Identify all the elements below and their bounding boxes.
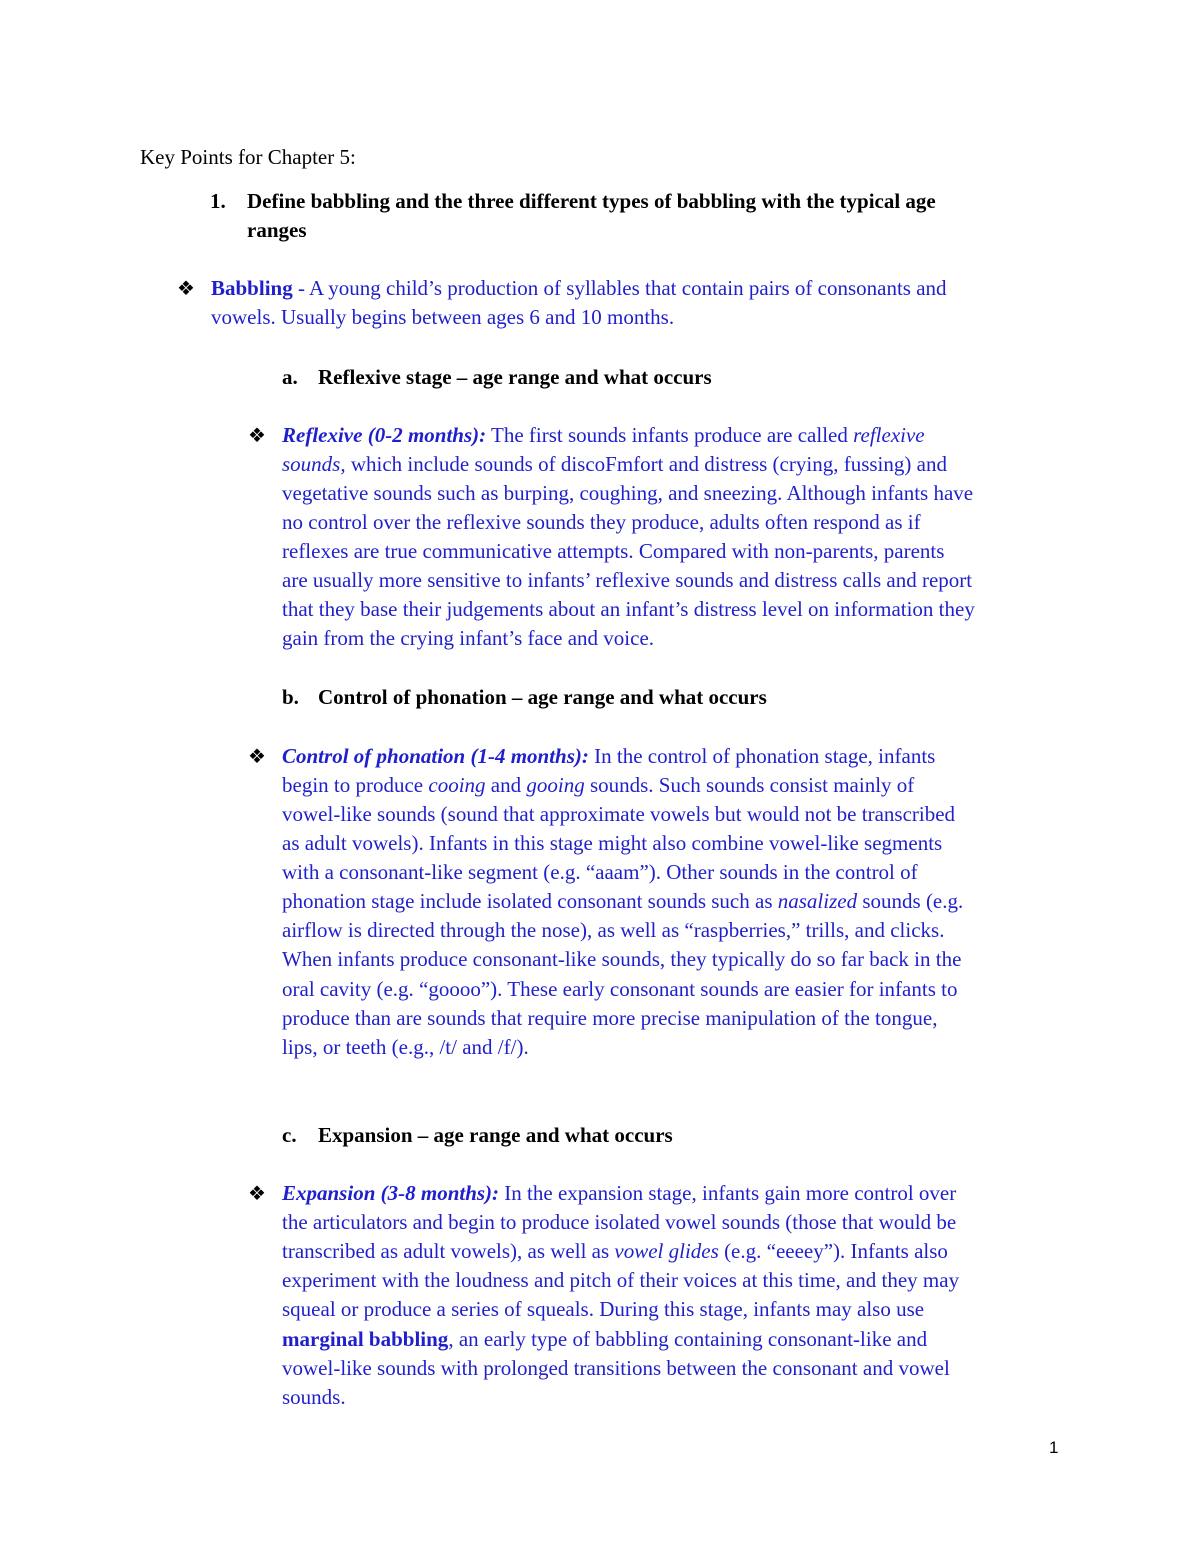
answer-line	[282, 771, 914, 800]
answer-text-line: that they base their judgements about an infant’s distress level on information they	[282, 597, 975, 621]
bullet-diamond-icon: ❖	[248, 744, 266, 768]
answer-text-line: reflexes are true communicative attempts. Compared with non-parents, parents	[282, 539, 945, 563]
babbling-term: Babbling	[211, 276, 293, 300]
phonation-term: Control of phonation (1-4 months):	[282, 744, 589, 768]
document-title: Key Points for Chapter 5:	[140, 145, 356, 169]
bullet-diamond-icon: ❖	[177, 276, 195, 300]
answer-line	[282, 1179, 956, 1208]
answer-text: and	[485, 773, 527, 797]
answer-text: sounds (e.g.	[857, 889, 964, 913]
answer-text-line: vowel-like sounds (sound that approximate vowels but would not be transcribed	[282, 802, 956, 826]
answer-text-line: vowel-like sounds with prolonged transitions between the consonant and vowel	[282, 1356, 950, 1380]
answer-text-line: lips, or teeth (e.g., /t/ and /f/).	[282, 1035, 529, 1059]
answer-italic: vowel glides	[614, 1239, 719, 1263]
answer-text-line: as adult vowels). Infants in this stage might also combine vowel-like segments	[282, 831, 943, 855]
subquestion-text: Expansion – age range and what occurs	[318, 1123, 673, 1147]
question-number: 1.	[210, 189, 226, 213]
answer-line	[282, 1237, 948, 1266]
answer-text-line: oral cavity (e.g. “goooo”). These early consonant sounds are easier for infants to	[282, 977, 958, 1001]
answer-text-line: vowels. Usually begins between ages 6 and 10 months.	[211, 305, 675, 329]
answer-text-line: squeal or produce a series of squeals. During this stage, infants may also use	[282, 1297, 925, 1321]
answer-text-line: gain from the crying infant’s face and voice.	[282, 626, 655, 650]
answer-text: begin to produce	[282, 773, 429, 797]
answer-text: transcribed as adult vowels), as well as	[282, 1239, 615, 1263]
answer-text-line: sounds.	[282, 1385, 346, 1409]
answer-text: - A young child’s production of syllables that contain pairs of consonants and	[292, 276, 947, 300]
answer-italic: nasalized	[777, 889, 858, 913]
bullet-diamond-icon: ❖	[248, 1181, 266, 1205]
subquestion-text: Control of phonation – age range and what occurs	[318, 685, 767, 709]
subquestion-letter: a.	[282, 365, 298, 389]
question-text-line: ranges	[247, 218, 307, 242]
answer-text: (e.g. “eeeey”). Infants also	[718, 1239, 948, 1263]
answer-italic: cooing	[428, 773, 486, 797]
answer-text: phonation stage include isolated consonant sounds such as	[282, 889, 778, 913]
answer-text-line: When infants produce consonant-like sounds, they typically do so far back in the	[282, 947, 962, 971]
answer-text: The first sounds infants produce are called	[486, 423, 854, 447]
subquestion-text: Reflexive stage – age range and what occurs	[318, 365, 712, 389]
answer-italic: gooing	[526, 773, 585, 797]
bullet-diamond-icon: ❖	[248, 423, 266, 447]
marginal-babbling-term: marginal babbling	[282, 1327, 449, 1351]
answer-text-line: experiment with the loudness and pitch of their voices at this time, and they may	[282, 1268, 960, 1292]
answer-line	[282, 450, 947, 479]
expansion-term: Expansion (3-8 months):	[282, 1181, 500, 1205]
subquestion-letter: c.	[282, 1123, 297, 1147]
answer-text: In the control of phonation stage, infants	[588, 744, 936, 768]
answer-text-line: vegetative sounds such as burping, coughing, and sneezing. Although infants have	[282, 481, 974, 505]
answer-line	[282, 1325, 927, 1354]
answer-italic: reflexive	[853, 423, 925, 447]
answer-text-line: no control over the reflexive sounds they produce, adults often respond as if	[282, 510, 921, 534]
answer-text: In the expansion stage, infants gain more control over	[499, 1181, 957, 1205]
answer-text-line: the articulators and begin to produce isolated vowel sounds (those that would be	[282, 1210, 957, 1234]
answer-line	[282, 742, 935, 771]
answer-line	[282, 887, 963, 916]
reflexive-term: Reflexive (0-2 months):	[282, 423, 487, 447]
answer-text-line: are usually more sensitive to infants’ reflexive sounds and distress calls and report	[282, 568, 973, 592]
subquestion-letter: b.	[282, 685, 299, 709]
answer-italic: sounds,	[282, 452, 346, 476]
answer-text-line: airflow is directed through the nose), as well as “raspberries,” trills, and clicks.	[282, 918, 945, 942]
answer-text: , an early type of babbling containing consonant-like and	[448, 1327, 928, 1351]
answer-line	[282, 421, 925, 450]
page-number: 1	[1049, 1438, 1059, 1457]
answer-text: sounds. Such sounds consist mainly of	[584, 773, 915, 797]
question-text-line: Define babbling and the three different types of babbling with the typical age	[247, 189, 936, 213]
answer-line	[211, 274, 947, 303]
answer-text-line: produce than are sounds that require more precise manipulation of the tongue,	[282, 1006, 938, 1030]
answer-text-line: with a consonant-like segment (e.g. “aaam”). Other sounds in the control of	[282, 860, 918, 884]
answer-text: which include sounds of discoFmfort and distress (crying, fussing) and	[345, 452, 947, 476]
